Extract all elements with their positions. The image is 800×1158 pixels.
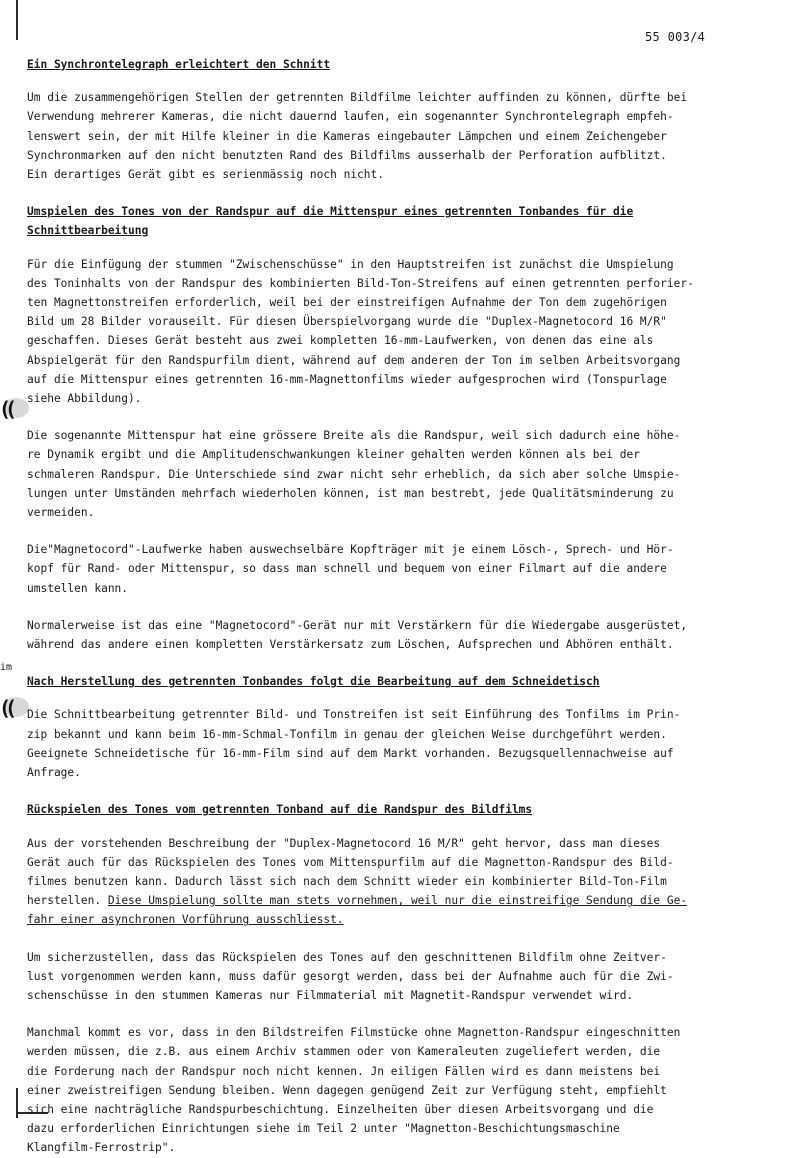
underlined-sentence: Diese Umspielung sollte man stets vornehmen, weil nur die einstreifige Sendung die Ge- fahr einer asynchronen Vorführung ausschliesst. xyxy=(27,894,688,927)
paragraph: Normalerweise ist das eine "Magnetocord"-Gerät nur mit Verstärkern für die Wiedergabe ausgerüstet, während das andere einen kompletten Verstärkersatz zum Löschen, Aufsprechen und Abhören enthält. xyxy=(27,618,688,652)
margin-mark: im xyxy=(0,662,13,673)
document-body xyxy=(27,55,792,1158)
section-heading: Ein Synchrontelegraph erleichtert den Schnitt xyxy=(27,58,331,71)
punch-hole-lower xyxy=(3,697,29,717)
page-left-edge-top xyxy=(16,0,18,40)
paragraph: Manchmal kommt es vor, dass in den Bildstreifen Filmstücke ohne Magnetton-Randspur eingeschnitten werden müssen, die z.B. aus einem Archiv stammen oder von Kameraleuten zugeliefert werden, die die Forderung nach der Randspur noch nicht kennen. Jn eiligen Fällen wird es dann meistens bei einer zweistreifigen Sendung bleiben. Wenn dagegen genügend Zeit zur Verfügung steht, empfiehlt sich eine nachträgliche Randspurbeschichtung. Einzelheiten über diesen Arbeitsvorgang und die dazu erforderlichen Einrichtungen siehe im Teil 2 unter "Magnetton-Beschichtungsmaschine Klangfilm-Ferrostrip". xyxy=(27,1026,681,1155)
paragraph: Für die Einfügung der stummen "Zwischenschüsse" in den Hauptstreifen ist zunächst die Umspielung des Toninhalts von der Randspur des kombinierten Bild-Ton-Streifens auf einen getrennten perforier- ten Magnettonstreifen erforderlich, weil bei der einstreifigen Aufnahme der Ton dem zugehörigen Bild um 28 Bilder vorauseilt. Für diesen Überspielvorgang wurde die "Duplex-Magnetocord 16 M/R" geschaffen. Dieses Gerät besteht aus zwei kompletten 16-mm-Laufwerken, von denen das eine als Abspielgerät für den Randspurfilm dient, während auf dem anderen der Ton im selben Arbeitsvorgang auf die Mittenspur eines getrennten 16-mm-Magnettonfilms wieder aufgesprochen wird (Tonspurlage siehe Abbildung). xyxy=(27,257,694,406)
paragraph: Die Schnittbearbeitung getrennter Bild- und Tonstreifen ist seit Einführung des Tonfilms im Prin- zip bekannt und kann beim 16-mm-Schmal-Tonfilm in genau der gleichen Weise durchgeführt werden. Geeignete Schneidetische für 16-mm-Film sind auf dem Markt vorhanden. Bezugsquellennachweise auf Anfrage. xyxy=(27,708,681,780)
page-number: 55 003/4 xyxy=(645,30,706,44)
paragraph: Die sogenannte Mittenspur hat eine grössere Breite als die Randspur, weil sich dadurch eine höhe- re Dynamik ergibt und die Amplitudenschwankungen kleiner gehalten werden können als bei der schmaleren Randspur. Die Unterschiede sind zwar nicht sehr erheblich, da sich aber solche Umspie- lungen unter Umständen mehrfach wiederholen können, ist man bestrebt, jede Qualitätsminderung zu vermeiden. xyxy=(27,429,681,520)
paragraph: Um sicherzustellen, dass das Rückspielen des Tones auf den geschnittenen Bildfilm ohne Zeitver- lust vorgenommen werden kann, muss dafür gesorgt werden, dass bei der Aufnahme auch für die Zwi- schenschüsse in den stummen Kameras nur Filmmaterial mit Magnetit-Randspur verwendet wird. xyxy=(27,950,674,1002)
section-heading: Rückspielen des Tones vom getrennten Tonband auf die Randspur des Bildfilms xyxy=(27,803,533,817)
paragraph: Die"Magnetocord"-Laufwerke haben auswechselbäre Kopfträger mit je einem Lösch-, Sprech- und Hör- kopf für Rand- oder Mittenspur, so dass man schnell und bequem von einer Filmart auf die andere umstellen kann. xyxy=(27,543,674,595)
paragraph-text: Aus der vorstehenden Beschreibung der "Duplex-Magnetocord 16 M/R" geht hervor, dass man dieses Gerät auch für das Rückspielen des Tones vom Mittenspurfilm auf die Magnetton-Randspur des Bild- filmes benutzen kann. Dadurch lässt sich nach dem Schnitt wieder ein kombinierter Bild-Ton-Film herstellen. xyxy=(27,836,674,908)
paragraph xyxy=(27,834,792,930)
section-heading: Umspielen des Tones von der Randspur auf die Mittenspur eines getrennten Tonbandes für die Schnittbearbeitung xyxy=(27,205,634,238)
punch-hole-upper xyxy=(3,398,29,418)
section-heading: Nach Herstellung des getrennten Tonbandes folgt die Bearbeitung auf dem Schneidetisch xyxy=(27,675,600,689)
paragraph: Um die zusammengehörigen Stellen der getrennten Bildfilme leichter auffinden zu können, dürfte bei Verwendung mehrerer Kameras, die nicht dauernd laufen, ein sogenannter Synchrontelegraph empfeh- lenswert sein, der mit Hilfe kleiner in die Kameras eingebauter Lämpchen und einem Zeichengeber Synchronmarken auf den nicht benutzten Rand des Bildfilms ausserhalb der Perforation aufblitzt. Ein derartiges Gerät gibt es serienmässig noch nicht. xyxy=(27,91,688,182)
